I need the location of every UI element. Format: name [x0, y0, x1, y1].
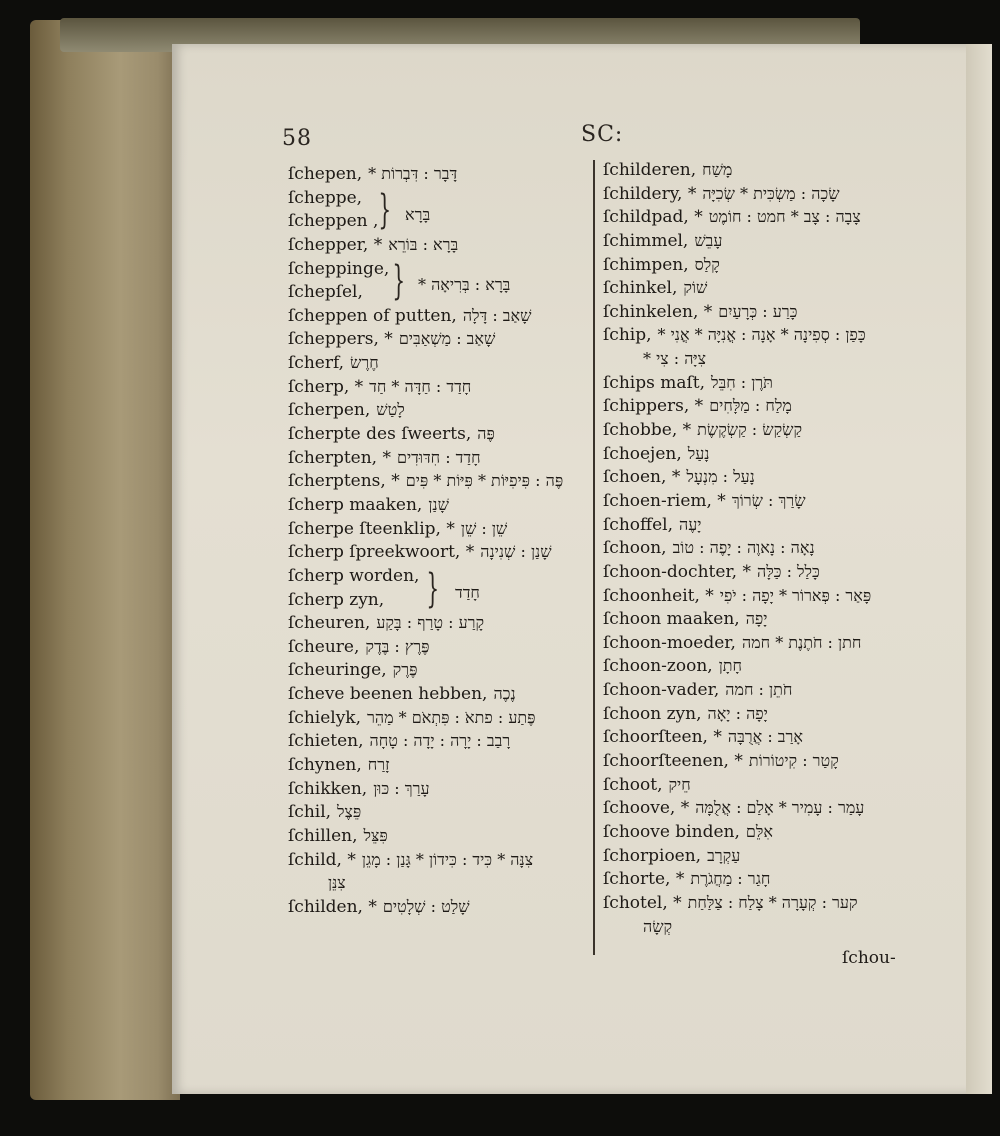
dictionary-entry: [603, 205, 903, 229]
entry-headword: ſcherp ſpreekwoort, *: [288, 542, 475, 563]
brace: }: [378, 187, 392, 233]
dictionary-entry: [288, 186, 588, 210]
entry-headword: ſchoove binden,: [603, 821, 740, 842]
dictionary-entry: [288, 777, 588, 801]
entry-hebrew: צִנֵּן: [328, 873, 346, 893]
entry-headword: ſchorpioen,: [603, 845, 702, 866]
dictionary-entry: [603, 631, 903, 655]
dictionary-entry: [288, 493, 588, 517]
entry-hebrew: שָׁלַט : שְׁלָטִים: [382, 896, 470, 916]
entry-hebrew: חֵיק: [668, 774, 691, 794]
entry-hebrew: חָדַד : חַדָּה * חַד: [369, 376, 472, 396]
entry-headword: ſchoon maaken,: [603, 609, 740, 630]
entry-headword: ſchippers, *: [603, 396, 704, 417]
entry-headword: ſchoon zyn,: [603, 703, 702, 724]
entry-hebrew: כָּלַל : כַּלָּה: [756, 561, 820, 581]
brace-hebrew: בָּרָא: [405, 205, 431, 224]
entry-headword: ſchoen, *: [603, 467, 681, 488]
entry-hebrew: קַשְׂקַשׂ : קַשְׂקֶשֶׂת: [697, 420, 803, 440]
dictionary-entry: [288, 540, 588, 564]
entry-headword: ſcherpten, *: [288, 447, 391, 468]
dictionary-entry: [603, 678, 903, 702]
dictionary-entry: [288, 682, 588, 706]
entry-hebrew: שָׂכָה : מַשְׂכִּית * שְׂכִיָּה: [702, 183, 840, 203]
dictionary-entry: [288, 753, 588, 777]
dictionary-entry: [288, 635, 588, 659]
dictionary-entry: [603, 584, 903, 608]
entry-hebrew: שָׁאַב : מַשְׁאַבִּים: [398, 329, 496, 349]
entry-headword: ſcherf,: [288, 353, 345, 374]
entry-hebrew: דָּבָר : דִּבְרוֹת *: [368, 164, 458, 183]
entry-headword: ſcherpe ſteenklip, *: [288, 518, 455, 539]
dictionary-entry: [603, 749, 903, 773]
entry-hebrew: פֶּה: [477, 424, 495, 444]
next-leaf-edge: [966, 44, 992, 1094]
dictionary-entry: [288, 233, 588, 257]
entry-headword: ſchillen,: [288, 825, 358, 846]
entry-headword: ſchoorſteen, *: [603, 727, 722, 748]
dictionary-entry: [603, 253, 903, 277]
entry-headword: ſchinkelen, *: [603, 301, 713, 322]
entry-hebrew: חֹתֵן : חמה: [725, 680, 793, 700]
entry-headword: ſchoen-riem, *: [603, 490, 726, 511]
dictionary-entry: [288, 375, 588, 399]
entry-hebrew: חָתָן: [718, 656, 743, 676]
entry-headword: ſchieten,: [288, 731, 364, 752]
entry-headword: ſcheve beenen hebben,: [288, 684, 488, 705]
dictionary-entry: [288, 658, 588, 682]
entry-hebrew: מָלַח : מַלָּחִים: [709, 396, 792, 416]
dictionary-entry: [288, 848, 588, 872]
entry-headword: ſcheppe,: [288, 187, 363, 208]
entry-hebrew: קָרַע : טָרַף : בָּקַע: [376, 613, 485, 633]
entry-hebrew: נֶכֶה: [493, 684, 516, 704]
entry-headword: ſchips maſt,: [603, 372, 705, 393]
dictionary-entry: [603, 654, 903, 678]
dictionary-entry: [603, 323, 903, 347]
entry-hebrew: רָבַב : יָרָה : יָדָה : טָחָה: [369, 731, 511, 751]
entry-headword: ſcherp zyn,: [288, 589, 385, 610]
dictionary-entry: [288, 824, 588, 848]
entry-hebrew: חָגַר : מַחֲגֹרֶת: [690, 869, 771, 889]
entry-hebrew: עָמַר : עָמִיר * אָלַם : אֲלֻמָּה: [695, 798, 865, 818]
dictionary-entry: [603, 773, 903, 797]
dictionary-entry: [603, 796, 903, 820]
dictionary-entry: [288, 469, 588, 493]
dictionary-entry: [288, 729, 588, 753]
brace-hebrew: חָדַד: [455, 583, 480, 602]
entry-hebrew: נָעַל: [687, 443, 710, 463]
entry-hebrew: שָׁאַב : דָּלָה: [462, 305, 532, 325]
dictionary-entry: [288, 304, 588, 328]
entry-headword: ſchildpad, *: [603, 207, 703, 228]
entry-hebrew: פֶּרֶק: [392, 660, 418, 680]
entry-hebrew: עָרַךְ : כּוּן: [373, 778, 430, 798]
entry-hebrew: פֶּתַע : פתאֹ : פִּתְאֹם * מַהֵר: [367, 707, 536, 727]
dictionary-entry: [288, 871, 588, 895]
entry-hebrew: יָפָה : יָאָה: [707, 703, 768, 723]
dictionary-entry: [288, 706, 588, 730]
entry-headword: ſcherpen,: [288, 400, 371, 421]
entry-hebrew: שָׂרַךְ : שְׂרוֹךְ: [731, 490, 806, 510]
entry-headword: ſchilden, *: [288, 896, 377, 917]
dictionary-entry: [603, 702, 903, 726]
entry-hebrew: יָעֶה: [678, 514, 702, 534]
entry-hebrew: שׁוֹק: [683, 278, 708, 298]
dictionary-entry: [603, 536, 903, 560]
dictionary-entry: [603, 915, 903, 939]
dictionary-entry: [603, 418, 903, 442]
entry-headword: ſchepen,: [288, 164, 363, 184]
entry-headword: ſcherp, *: [288, 376, 364, 397]
entry-hebrew: חֶרֶשׂ: [350, 353, 379, 373]
entry-headword: ſchimpen,: [603, 254, 689, 275]
dictionary-entry: [603, 725, 903, 749]
dictionary-entry: [603, 820, 903, 844]
entry-hebrew: עַקְרָב: [707, 845, 741, 865]
dictionary-entry: [603, 442, 903, 466]
entry-hebrew: יָפָה: [745, 609, 768, 629]
entry-headword: ſcheuringe,: [288, 660, 387, 681]
entry-headword: ſchobbe, *: [603, 420, 692, 441]
entry-hebrew: פָּאַר : פְּארוֹר * יָפָה : יֹפִי: [719, 585, 872, 605]
dictionary-entry: [603, 347, 903, 371]
entry-hebrew: אִלֵּם: [745, 821, 773, 841]
entry-hebrew: תֹּרֶן : חִבֵּל: [711, 372, 773, 392]
dictionary-entry: [288, 446, 588, 470]
dictionary-entry: [603, 300, 903, 324]
entry-hebrew: פֵּצֶל: [337, 802, 362, 822]
entry-hebrew: פֶּרֶץ : בֶּדֶק: [365, 636, 430, 656]
dictionary-entry: [603, 607, 903, 631]
entry-headword: ſchoorſteenen, *: [603, 751, 743, 772]
entry-headword: ſchynen,: [288, 755, 362, 776]
dictionary-entry: [603, 489, 903, 513]
entry-hebrew: עָבֵשׁ: [694, 230, 723, 250]
dictionary-entry: [603, 229, 903, 253]
entry-hebrew: חָדַד : חִדּוּדִים: [396, 447, 481, 467]
entry-headword: ſchorte, *: [603, 869, 685, 890]
entry-headword: ſchoonheit, *: [603, 585, 714, 606]
running-head: SC:: [581, 122, 624, 147]
page-number: 58: [282, 126, 312, 151]
entry-hebrew: צִיָּה : צִי *: [643, 349, 707, 369]
entry-headword: ſchimmel,: [603, 230, 689, 251]
dictionary-entry: [603, 891, 903, 915]
dictionary-entry: [288, 517, 588, 541]
entry-hebrew: שָׁנַן: [428, 494, 449, 514]
dictionary-entry: [603, 394, 903, 418]
entry-hebrew: בָּרָא : בּוֹרֵא: [388, 234, 459, 254]
entry-hebrew: שֵׁן : שֵׁן: [460, 518, 508, 538]
entry-headword: ſcherpte des ſweerts,: [288, 424, 472, 445]
entry-headword: ſchilderen,: [603, 160, 697, 180]
entry-headword: ſcheuren,: [288, 613, 371, 634]
dictionary-entry: [288, 611, 588, 635]
entry-headword: ſchoot,: [603, 774, 663, 795]
dictionary-entry: [603, 371, 903, 395]
entry-headword: ſchotel, *: [603, 892, 682, 913]
entry-hebrew: כָּרַע : כְּרָעַיִם: [718, 301, 798, 321]
dictionary-entry: [603, 560, 903, 584]
entry-headword: ſchoon-dochter, *: [603, 561, 751, 582]
dictionary-entry: [288, 162, 588, 186]
dictionary-entry: [603, 276, 903, 300]
dictionary-entry: [603, 182, 903, 206]
entry-hebrew: לָטַשׁ: [376, 400, 405, 420]
dictionary-entry: [603, 465, 903, 489]
entry-hebrew: שָׁנַן : שְׁנִינָה: [480, 542, 552, 562]
dictionary-entry: [288, 422, 588, 446]
entry-headword: ſcheppen ,: [288, 211, 379, 232]
entry-headword: ſchildery, *: [603, 183, 697, 204]
catchword: ſchou-: [842, 948, 896, 968]
entry-headword: ſcheppinge,: [288, 258, 390, 279]
entry-hebrew: קָלַס: [694, 254, 720, 274]
entry-headword: ſcheure,: [288, 636, 360, 657]
entry-hebrew: זָרַח: [367, 755, 390, 775]
entry-headword: ſcherp worden,: [288, 565, 420, 586]
entry-headword: ſchild, *: [288, 849, 356, 870]
dictionary-entry: [288, 209, 588, 233]
entry-hebrew: מָשַׁח: [702, 160, 733, 179]
entry-hebrew: צָבָה : צָב * חמט : חוֹמֶט: [708, 207, 861, 227]
brace: }: [426, 566, 440, 612]
entry-hebrew: קער : קְעָרָה * צָלַח : צַלַּחַת: [687, 892, 858, 912]
dictionary-entry: [603, 158, 903, 182]
entry-headword: ſchepſel,: [288, 282, 363, 303]
entry-headword: ſcheppers, *: [288, 329, 393, 350]
dictionary-entry: [288, 895, 588, 919]
entry-headword: ſchoon,: [603, 538, 667, 559]
right-column: [603, 158, 903, 938]
entry-hebrew: נָאָה : נָאוֶה : יָפֶה : טוֹב: [672, 538, 815, 558]
brace-hebrew: בָּרָא : בְּרִיאָה *: [418, 275, 511, 294]
entry-headword: ſchepper, *: [288, 234, 383, 255]
entry-headword: ſcherp maaken,: [288, 494, 423, 515]
entry-headword: ſchoon-vader,: [603, 680, 720, 701]
entry-hebrew: נָעַל : מִנְעָל: [686, 467, 755, 487]
entry-headword: ſcherptens, *: [288, 471, 400, 492]
dictionary-entry: [288, 327, 588, 351]
entry-hebrew: צִנָּה * כִּיד : כִּידוֹן * גָּנַן : מָגֵן: [361, 849, 534, 869]
entry-hebrew: פִּצֵּל: [363, 825, 388, 845]
entry-hebrew: קְשָׂה: [643, 916, 673, 936]
dictionary-entry: [603, 844, 903, 868]
entry-headword: ſchoove, *: [603, 798, 690, 819]
column-divider: [593, 160, 595, 955]
entry-headword: ſchil,: [288, 802, 332, 823]
entry-headword: ſchip,: [603, 325, 652, 346]
entry-hebrew: חתן : חֹתֶנֶת * חמה: [741, 632, 862, 652]
dictionary-entry: [603, 513, 903, 537]
entry-headword: ſchoon-moeder,: [603, 632, 736, 653]
book-edge: [30, 20, 180, 1100]
entry-hebrew: קָטַר : קִיטוֹרוֹת: [748, 751, 839, 771]
dictionary-entry: [288, 351, 588, 375]
entry-hebrew: אָרַב : אֲרֻבָּה: [727, 727, 803, 747]
dictionary-entry: [288, 800, 588, 824]
entry-headword: ſchoejen,: [603, 443, 682, 464]
entry-headword: ſcheppen of putten,: [288, 305, 457, 326]
entry-headword: ſchielyk,: [288, 707, 362, 728]
entry-headword: ſchikken,: [288, 778, 368, 799]
entry-headword: ſchoffel,: [603, 514, 673, 535]
dictionary-entry: [288, 398, 588, 422]
entry-headword: ſchoon-zoon,: [603, 656, 713, 677]
entry-headword: ſchinkel,: [603, 278, 678, 299]
dictionary-entry: [603, 867, 903, 891]
entry-hebrew: כָּפַן : סְפִינָה * אָנָה : אֳנִיָּה * אֳנִי *: [657, 325, 866, 345]
brace: }: [392, 258, 406, 304]
entry-hebrew: פֶּה : פִּיפִיּוֹת * פִּיּוֹת * פִּים: [405, 471, 564, 491]
